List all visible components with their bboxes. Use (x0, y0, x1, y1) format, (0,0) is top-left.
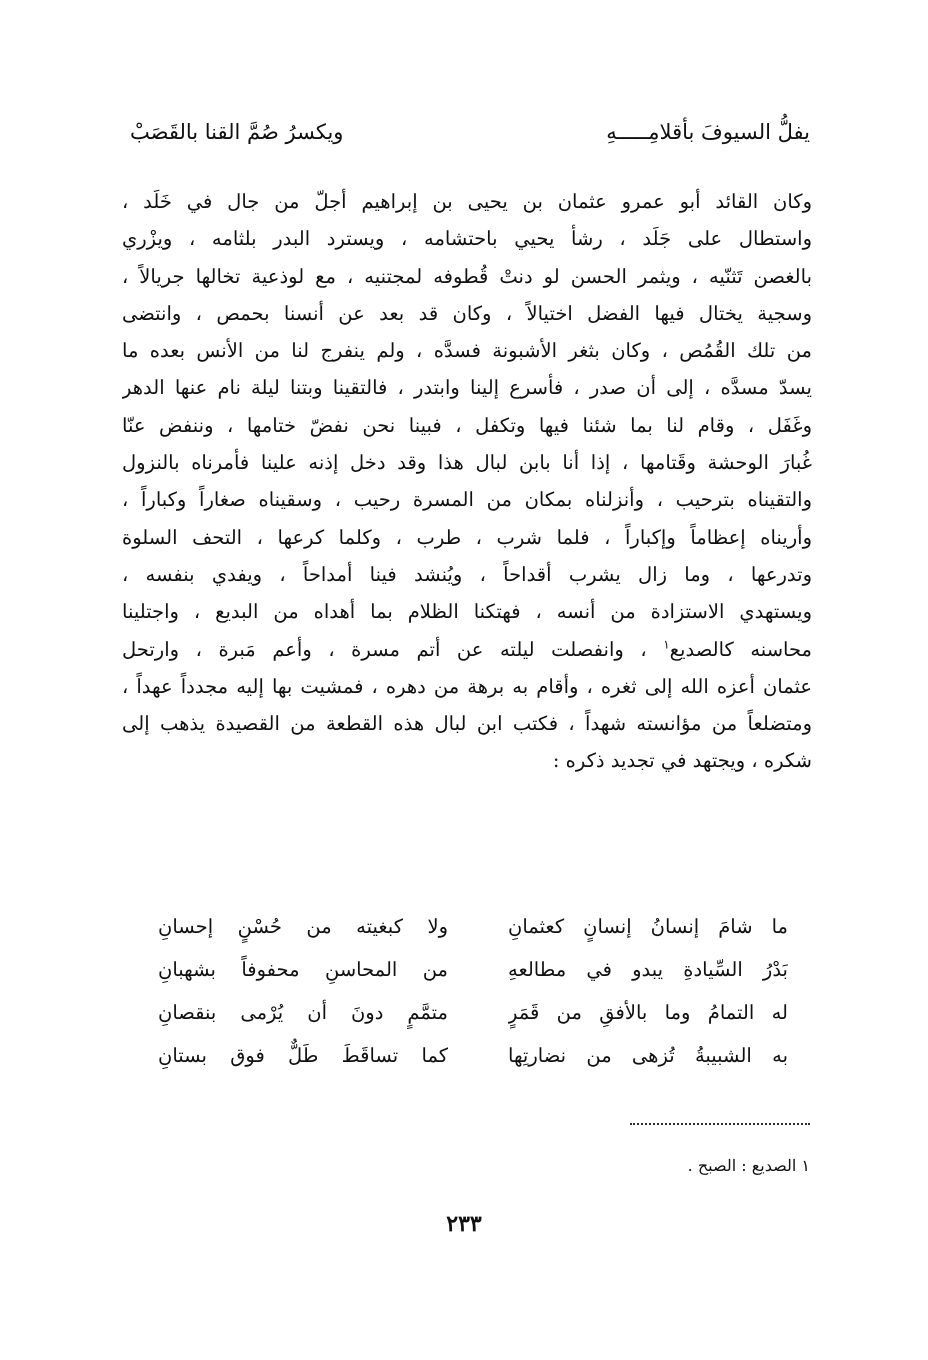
poem-second-hemistich: من المحاسنِ محفوفاً بشهبانِ (158, 958, 448, 981)
prose-line: وغَفَل ، وقام لنا بما شئنا فيها وتكفل ، فبينا نحن نفضّ ختامها ، وننفض عنّا (122, 413, 812, 437)
opening-verse (130, 112, 810, 152)
poem-first-hemistich: له التمامُ وما بالأفقِ من قَمَرٍ (508, 1001, 788, 1024)
prose-line: واستطال على جَلَد ، رشأ يحيي باحتشامه ، ويسترد البدر بلثامه ، ويزْري (122, 227, 812, 251)
footnote: ١ الصديع : الصبح . (687, 1156, 810, 1175)
prose-line: وكان القائد أبو عمرو عثمان بن يحيى بن إبراهيم أجلّ من جال في خَلَد ، (122, 190, 812, 213)
poem (158, 905, 788, 1077)
prose-line: ويستهدي الاستزادة من أنسه ، فهتكنا الظلام بما أهداه من البديع ، واجتلينا (122, 600, 812, 624)
poem-verse (158, 1034, 788, 1077)
prose-line: عثمان أعزه الله إلى ثغره ، وأقام به برهة من دهره ، فمشيت بها إليه مجدداً عهداً ، (122, 674, 812, 698)
prose-paragraph (122, 183, 812, 780)
footnote-marker[interactable]: ١ (663, 637, 670, 652)
prose-line: والتقيناه بترحيب ، وأنزلناه بمكان من المسرة رحيب ، وسقيناه صغاراً وكباراً ، (122, 488, 812, 512)
poem-verse (158, 905, 788, 948)
opening-verse-second-hemistich: ويكسرُ صُمَّ القنا بالقَصَبْ (130, 120, 344, 144)
prose-line-with-footnote (122, 631, 812, 668)
poem-verse (158, 991, 788, 1034)
prose-line-start: محاسنه كالصديع (669, 637, 812, 661)
footnote-separator (630, 1123, 810, 1125)
poem-second-hemistich: كما تساقَطَ طَلٌّ فوق بستانِ (158, 1044, 448, 1067)
poem-second-hemistich: ولا كبغيته من حُسْنٍ إحسانِ (158, 915, 448, 938)
prose-line: من تلك القُمُص ، وكان بثغر الأشبونة فسدَّه ، ولم ينفرج لنا من الأنس بعده ما (122, 339, 812, 363)
poem-verse (158, 948, 788, 991)
prose-line: وتدرعها ، وما زال يشرب أقداحاً ، ويُنشد فينا أمداحاً ، ويفدي بنفسه ، (122, 562, 812, 586)
prose-line: وسجية يختال فيها الفضل اختيالاً ، وكان قد بعد عن أنسنا بحمص ، وانتضى (122, 301, 812, 325)
prose-line: بالغصن تَثنّيه ، ويثمر الحسن لو دنتْ قُطوفه لمجتنيه ، مع لوذعية تخالها جريالاً ، (122, 264, 812, 288)
prose-line-rest: ، وانفصلت ليلته عن أتم مسرة ، وأعم مَبرة ، وارتحل (122, 637, 647, 661)
prose-line: غُبارَ الوحشة وقَتامها ، إذا أنا بابن لبال هذا وقد دخل إذنه علينا فأمرناه بالنزول (122, 451, 812, 475)
prose-line: وأريناه إعظاماً وإكباراً ، فلما شرب ، طرب ، وكلما كرعها ، التحف السلوة (122, 525, 812, 549)
poem-first-hemistich: بَدْرُ السِّيادةِ يبدو في مطالعهِ (508, 958, 788, 981)
poem-second-hemistich: متمَّمٍ دونَ أن يُرْمى بنقصانِ (158, 1001, 448, 1024)
opening-verse-first-hemistich: يفلُّ السيوفَ بأقلامِـــــهِ (606, 120, 810, 144)
prose-line: ومتضلعاً من مؤانسته شهداً ، فكتب ابن لبال هذه القطعة من القصيدة يذهب إلى (122, 712, 812, 736)
poem-first-hemistich: به الشبيبةُ تُزهى من نضارتِها (508, 1044, 788, 1067)
prose-line: يسدّ مسدَّه ، إلى أن صدر ، فأسرع إلينا وابتدر ، فالتقينا وبتنا ليلة نام عنها الدهر (122, 376, 812, 400)
page-number: ٢٣٣ (446, 1211, 482, 1237)
poem-first-hemistich: ما شامَ إنسانُ إنسانٍ كعثمانِ (508, 915, 788, 938)
prose-line: شكره ، ويجتهد في تجديد ذكره : (552, 749, 812, 773)
